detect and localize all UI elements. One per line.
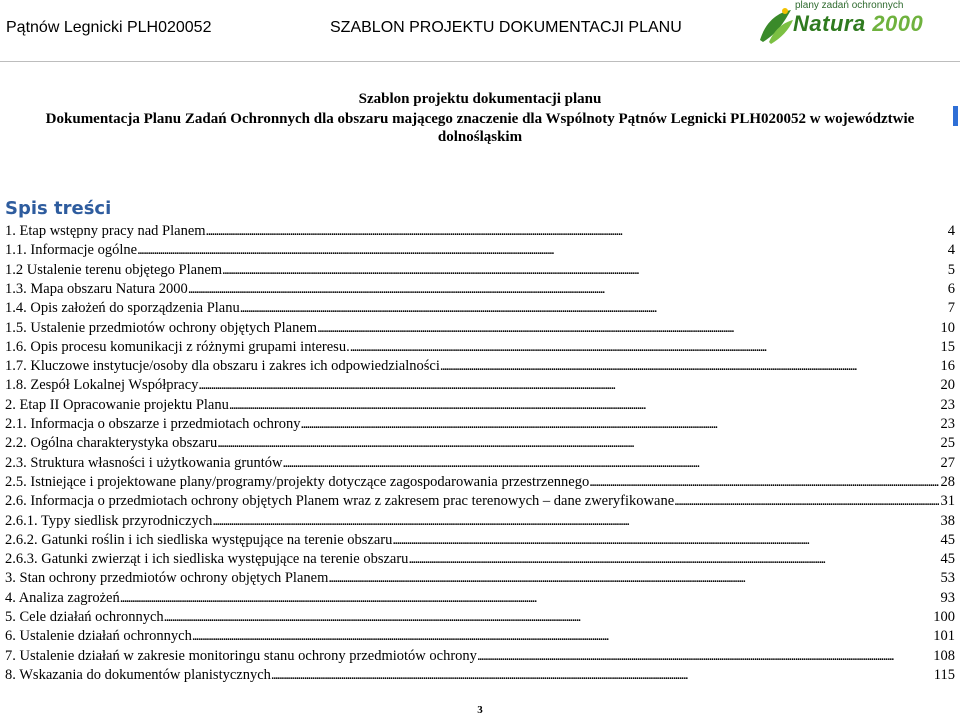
text-cursor-marker [953, 106, 958, 126]
toc-entry-page: 10 [940, 319, 955, 336]
document-title: Szablon projektu dokumentacji planu [358, 91, 602, 107]
header-document-type: SZABLON PROJEKTU DOKUMENTACJI PLANU [330, 19, 682, 36]
toc-dot-leader [188, 280, 946, 299]
document-subtitle: Dokumentacja Planu Zadań Ochronnych dla obszaru mającego znaczenie dla Wspólnoty Pątnów Legnicki PLH020052 w województwie [45, 111, 915, 127]
toc-entry-label: 2.1. Informacja o obszarze i przedmiotach ochrony [5, 416, 301, 432]
toc-entry[interactable] [5, 666, 955, 685]
toc-entry[interactable] [5, 241, 955, 260]
toc-entry-label: 1.8. Zespół Lokalnej Współpracy [5, 377, 199, 394]
toc-entry-label: 2.5. Istniejące i projektowane plany/programy/projekty dotyczące zagospodarowania przestrzennego [5, 473, 590, 490]
toc-entry-page: 23 [940, 416, 955, 432]
toc-entry-page: 4 [947, 223, 955, 239]
toc-entry-page: 45 [940, 531, 955, 548]
toc-entry[interactable] [5, 222, 955, 241]
toc-entry-label: 1.5. Ustalenie przedmiotów ochrony objętych Planem [5, 319, 318, 336]
toc-entry-page: 4 [947, 242, 955, 259]
toc-entry-page: 53 [940, 570, 955, 587]
toc-entry-page: 27 [940, 454, 955, 471]
toc-entry-label: 2.6.2. Gatunki roślin i ich siedliska występujące na terenie obszaru [5, 531, 393, 548]
logo-wordmark [793, 11, 923, 37]
toc-entry-label: 1.3. Mapa obszaru Natura 2000 [5, 280, 188, 297]
toc-dot-leader [229, 396, 939, 415]
toc-dot-leader [282, 454, 938, 473]
toc-entry[interactable] [5, 627, 955, 646]
toc-entry[interactable] [5, 280, 955, 299]
toc-entry-page: 20 [940, 377, 955, 394]
toc-entry-label: 1.6. Opis procesu komunikacji z różnymi grupami interesu. [5, 338, 350, 355]
toc-entry[interactable] [5, 415, 955, 434]
toc-entry[interactable] [5, 589, 955, 608]
toc-entry-label: 2.6.3. Gatunki zwierząt i ich siedliska występujące na terenie obszaru [5, 551, 409, 568]
toc-entry-label: 1.1. Informacje ogólne [5, 242, 138, 259]
toc-entry-page: 25 [940, 435, 955, 452]
toc-dot-leader [350, 338, 939, 357]
toc-heading: Spis treści [5, 198, 112, 219]
toc-dot-leader [674, 492, 938, 511]
toc-entry[interactable] [5, 338, 955, 357]
toc-dot-leader [217, 434, 938, 453]
toc-entry-page: 115 [933, 666, 955, 683]
toc-dot-leader [328, 569, 938, 588]
toc-entry-label: 5. Cele działań ochronnych [5, 609, 164, 625]
toc-dot-leader [408, 550, 938, 569]
toc-dot-leader [477, 647, 931, 666]
toc-entry[interactable] [5, 550, 955, 569]
page-number: 3 [477, 704, 483, 716]
toc-dot-leader [212, 512, 938, 531]
toc-entry-page: 100 [933, 609, 955, 625]
toc-entry[interactable] [5, 608, 955, 627]
document-subtitle-continued: dolnośląskim [437, 129, 523, 145]
toc-entry[interactable] [5, 261, 955, 280]
toc-entry[interactable] [5, 473, 955, 492]
toc-dot-leader [301, 415, 939, 434]
toc-dot-leader [240, 299, 946, 318]
page-header [0, 0, 960, 62]
toc-entry-page: 28 [940, 473, 955, 490]
toc-entry[interactable] [5, 357, 955, 376]
toc-entry-label: 2.2. Ogólna charakterystyka obszaru [5, 435, 218, 452]
toc-entry-label: 1. Etap wstępny pracy nad Planem [5, 223, 206, 239]
toc-entry[interactable] [5, 376, 955, 395]
toc-entry[interactable] [5, 647, 955, 666]
toc-entry-page: 31 [940, 493, 955, 510]
toc-entry-label: 2.6. Informacja o przedmiotach ochrony objętych Planem wraz z zakresem prac terenowych – dane zweryfikowane [5, 493, 675, 510]
toc-dot-leader [137, 241, 946, 260]
toc-entry-label: 2.6.1. Typy siedlisk przyrodniczych [5, 512, 213, 529]
toc-entry[interactable] [5, 569, 955, 588]
toc-entry-label: 2.3. Struktura własności i użytkowania gruntów [5, 454, 283, 471]
header-site-name: Pątnów Legnicki PLH020052 [6, 19, 212, 36]
toc-entry[interactable] [5, 512, 955, 531]
toc-dot-leader [120, 589, 939, 608]
toc-entry[interactable] [5, 434, 955, 453]
toc-entry-label: 1.4. Opis założeń do sporządzenia Planu [5, 300, 240, 317]
toc-dot-leader [192, 627, 931, 646]
toc-dot-leader [164, 608, 932, 627]
toc-dot-leader [206, 222, 946, 241]
toc-entry-page: 23 [940, 396, 955, 413]
toc-entry[interactable] [5, 492, 955, 511]
toc-entry-label: 3. Stan ochrony przedmiotów ochrony objętych Planem [5, 570, 329, 587]
toc-entry-label: 4. Analiza zagrożeń [5, 589, 120, 606]
toc-entry-label: 1.2 Ustalenie terenu objętego Planem [5, 261, 223, 278]
toc-entry-label: 6. Ustalenie działań ochronnych [5, 628, 192, 645]
toc-entry[interactable] [5, 454, 955, 473]
logo-word-2000: 2000 [872, 11, 924, 36]
toc-entry[interactable] [5, 319, 955, 338]
toc-entry-page: 15 [940, 338, 955, 355]
toc-dot-leader [589, 473, 938, 492]
toc-entry[interactable] [5, 299, 955, 318]
toc-entry[interactable] [5, 531, 955, 550]
toc-entry-page: 7 [947, 300, 955, 317]
toc-entry-page: 5 [947, 261, 955, 278]
toc-entry-page: 108 [933, 647, 955, 664]
logo-tagline: plany zadań ochronnych [795, 0, 904, 11]
toc-dot-leader [222, 261, 946, 280]
toc-entry-page: 38 [940, 512, 955, 529]
toc-entry-label: 2. Etap II Opracowanie projektu Planu [5, 396, 229, 413]
toc-entry-page: 16 [940, 358, 955, 375]
toc-entry-page: 93 [940, 589, 955, 606]
logo-word-natura: Natura [793, 11, 866, 36]
toc-dot-leader [392, 531, 938, 550]
toc-dot-leader [317, 319, 938, 338]
toc-dot-leader [198, 376, 938, 395]
toc-dot-leader [271, 666, 932, 685]
toc-entry-page: 101 [933, 628, 955, 645]
toc-entry-label: 1.7. Kluczowe instytucje/osoby dla obszaru i zakres ich odpowiedzialności [5, 358, 440, 375]
toc-entry-page: 6 [947, 280, 955, 297]
toc-entry-page: 45 [940, 551, 955, 568]
toc-dot-leader [440, 357, 939, 376]
toc-entry-label: 7. Ustalenie działań w zakresie monitoringu stanu ochrony przedmiotów ochrony [5, 647, 477, 664]
toc-entry[interactable] [5, 396, 955, 415]
toc-entry-label: 8. Wskazania do dokumentów planistycznych [5, 666, 271, 683]
